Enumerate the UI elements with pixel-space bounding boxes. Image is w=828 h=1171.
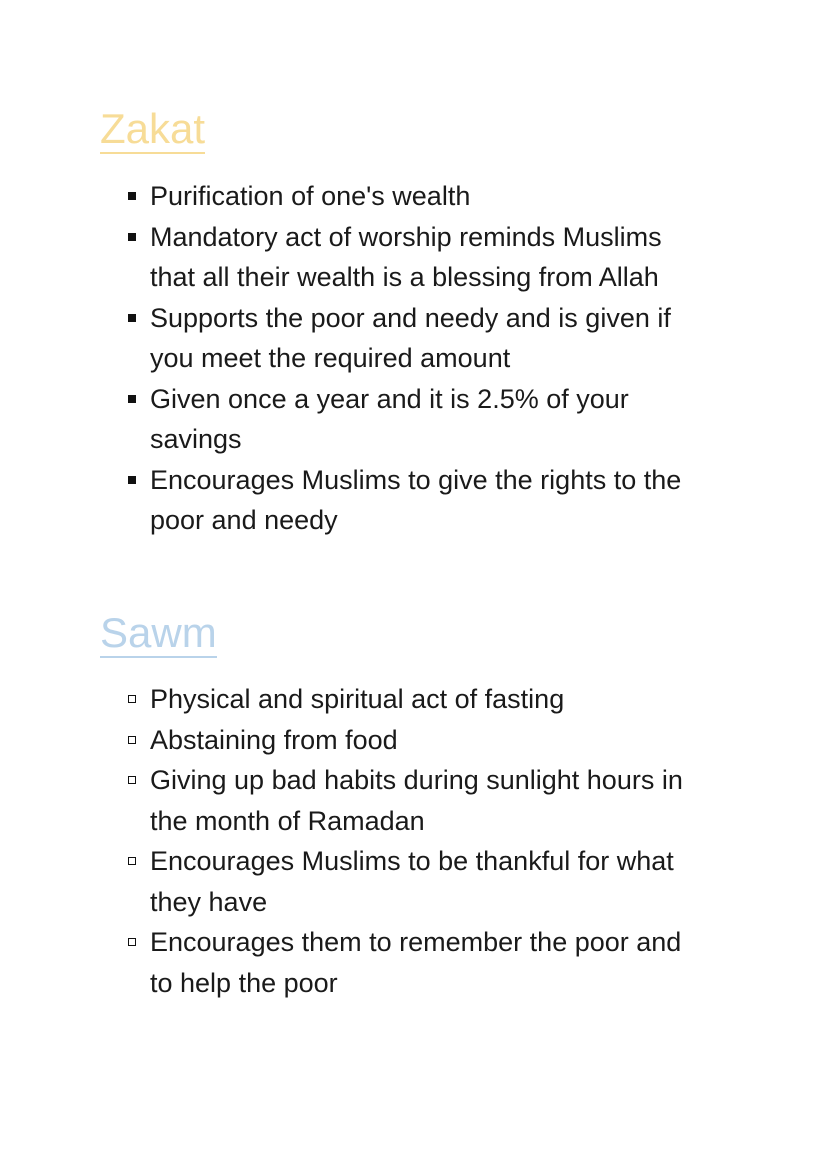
zakat-heading: Zakat: [100, 105, 206, 152]
square-bullet-icon: [128, 233, 136, 241]
sawm-section: [100, 609, 740, 658]
list-item: Supports the poor and needy and is given if you meet the required amount: [128, 298, 708, 379]
list-item: Mandatory act of worship reminds Muslims that all their wealth is a blessing from Allah: [128, 217, 708, 298]
list-item: Abstaining from food: [128, 720, 708, 761]
sawm-heading: Sawm: [100, 609, 217, 656]
list-item: Encourages them to remember the poor and to help the poor: [128, 922, 708, 1003]
sawm-list: [128, 679, 708, 1003]
list-item: Purification of one's wealth: [128, 176, 708, 217]
list-item: Encourages Muslims to give the rights to the poor and needy: [128, 460, 708, 541]
zakat-list: [128, 176, 708, 541]
hollow-square-bullet-icon: [128, 695, 136, 703]
list-item: Physical and spiritual act of fasting: [128, 679, 708, 720]
hollow-square-bullet-icon: [128, 736, 136, 744]
hollow-square-bullet-icon: [128, 857, 136, 865]
list-item: Giving up bad habits during sunlight hours in the month of Ramadan: [128, 760, 708, 841]
square-bullet-icon: [128, 314, 136, 322]
hollow-square-bullet-icon: [128, 776, 136, 784]
hollow-square-bullet-icon: [128, 938, 136, 946]
zakat-section: [100, 105, 740, 154]
list-item: Given once a year and it is 2.5% of your savings: [128, 379, 708, 460]
square-bullet-icon: [128, 476, 136, 484]
square-bullet-icon: [128, 395, 136, 403]
list-item: Encourages Muslims to be thankful for what they have: [128, 841, 708, 922]
square-bullet-icon: [128, 192, 136, 200]
